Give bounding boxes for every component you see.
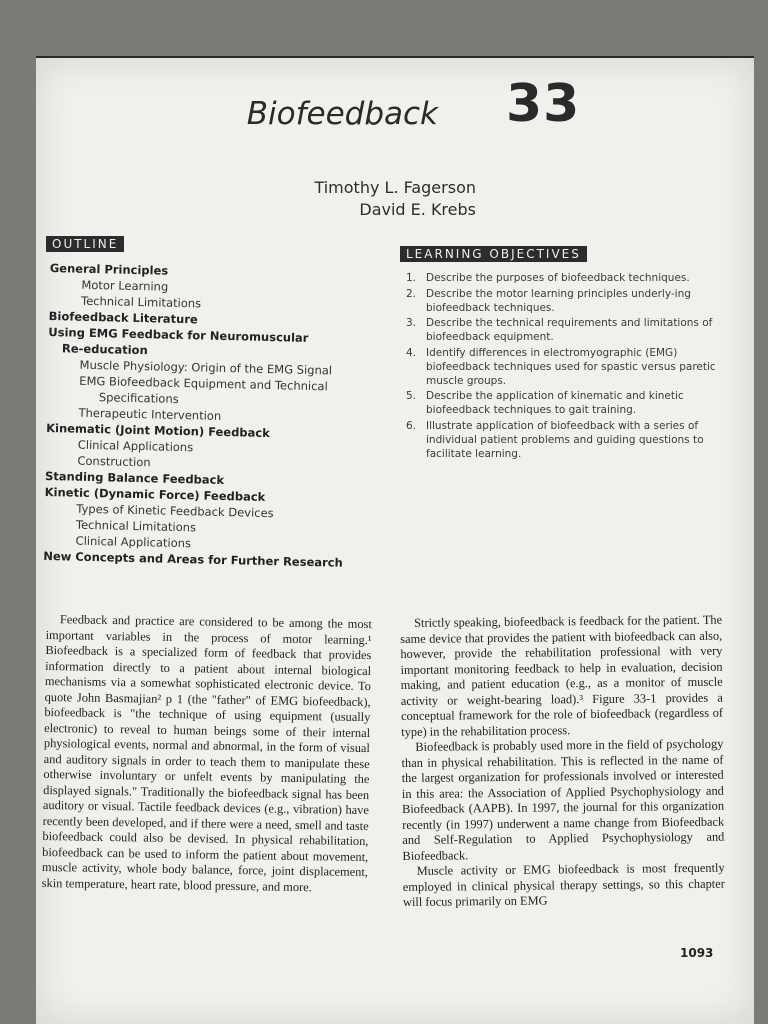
outline-item: Types of Kinetic Feedback Devices xyxy=(76,501,274,521)
learning-objective-item xyxy=(404,390,724,418)
objective-number: 6. xyxy=(406,419,417,432)
body-paragraph: Muscle activity or EMG biofeedback is most frequently employed in clinical physical therapy settings, so this chapter will focus primarily on EMG xyxy=(402,860,725,909)
objective-text: Identify differences in electromyographic (EMG) biofeedback techniques used for spastic versus paretic muscle groups. xyxy=(426,346,716,387)
learning-objectives-list xyxy=(404,272,724,463)
outline-item: Clinical Applications xyxy=(75,533,192,551)
outline-item: Technical Limitations xyxy=(80,293,202,311)
outline-item: Biofeedback Literature xyxy=(48,308,198,327)
author-name: David E. Krebs xyxy=(359,200,476,219)
outline-item: New Concepts and Areas for Further Research xyxy=(43,548,343,570)
chapter-title: Biofeedback xyxy=(246,96,438,132)
outline-list xyxy=(43,260,380,571)
objective-number: 3. xyxy=(406,317,417,330)
objective-text: Describe the application of kinematic and kinetic biofeedback techniques to gait training. xyxy=(426,390,684,417)
chapter-number: 33 xyxy=(506,74,581,134)
body-left-column xyxy=(42,612,372,896)
outline-item: Clinical Applications xyxy=(77,437,194,455)
body-paragraph: Feedback and practice are considered to be among the most important variables in the process of motor learning.¹ Biofeedback is a specialized form of feedback that provides information directly to a patient about internal biological mechanisms via a somewhat sophisticated electronic device. To quote John Basmajian² p 1 (the "father" of EMG biofeedback), biofeedback is "the technique of using equipment (usually electronic) to reveal to human beings some of their internal physiological events, normal and abnormal, in the form of visual and auditory signals in order to teach them to manipulate these otherwise involuntary or unfelt events by manipulating the displayed signals." Traditionally the biofeedback signal has been auditory or visual. Tactile feedback devices (e.g., vibration) have recently been developed, and if there were a need, smell and taste biofeedback could also be devised. In physical rehabilitation, biofeedback can be used to inform the patient about movement, muscle activity, whole body balance, force, joint displacement, skin temperature, heart rate, blood pressure, and more. xyxy=(41,612,372,894)
learning-objective-item xyxy=(404,288,724,316)
outline-item: Using EMG Feedback for Neuromuscular xyxy=(48,324,309,345)
outline-item: Motor Learning xyxy=(81,277,169,294)
objective-text: Describe the motor learning principles underly-ing biofeedback techniques. xyxy=(426,287,691,314)
page-number: 1093 xyxy=(680,946,714,960)
outline-item: Kinetic (Dynamic Force) Feedback xyxy=(44,484,266,504)
learning-objectives-header: LEARNING OBJECTIVES xyxy=(400,246,587,262)
outline-header: OUTLINE xyxy=(46,236,124,252)
learning-objective-item xyxy=(404,317,724,345)
body-right-column xyxy=(400,613,725,911)
outline-item: Construction xyxy=(77,453,151,470)
objective-text: Describe the purposes of biofeedback techniques. xyxy=(426,272,690,284)
objective-text: Describe the technical requirements and limitations of biofeedback equipment. xyxy=(426,317,713,344)
objective-number: 2. xyxy=(406,287,417,300)
body-paragraph: Biofeedback is probably used more in the field of psychology than in physical rehabilitation. This is reflected in the name of the largest organization for professionals involved or interested in this area: the Association of Applied Psychophysiology and Biofeedback (AAPB). In 1997, the journal for this organization recently (in 1997) underwent a name change from Biofeedback and Self-Regulation to Applied Psychophysiology and Biofeedback. xyxy=(401,736,725,863)
learning-objective-item xyxy=(404,347,724,388)
body-paragraph: Strictly speaking, biofeedback is feedback for the patient. The same device that provides the patient with biofeedback can also, however, provide the rehabilitation professional with very important monitoring feedback to help in evaluation, decision making, and patient education (e.g., as a monitor of muscle activity or weight-bearing load).³ Figure 33-1 provides a conceptual framework for the role of biofeedback (regardless of type) in the rehabilitation process. xyxy=(400,612,724,739)
objective-number: 4. xyxy=(406,346,417,359)
outline-item: Re-education xyxy=(61,341,148,358)
learning-objective-item xyxy=(404,272,724,286)
outline-item: Standing Balance Feedback xyxy=(44,468,225,488)
objective-number: 1. xyxy=(406,272,417,284)
outline-item: EMG Biofeedback Equipment and Technical xyxy=(79,373,328,394)
outline-item: Specifications xyxy=(98,390,179,406)
objective-text: Illustrate application of biofeedback with a series of individual patient problems and guiding questions to facilitate learning. xyxy=(426,419,704,460)
learning-objective-item xyxy=(404,420,724,461)
outline-item: Kinematic (Joint Motion) Feedback xyxy=(46,420,271,441)
outline-item: Muscle Physiology: Origin of the EMG Signal xyxy=(79,357,333,378)
outline-item: Therapeutic Intervention xyxy=(78,405,222,423)
outline-item: General Principles xyxy=(49,260,169,278)
outline-item: Technical Limitations xyxy=(75,517,197,535)
author-name: Timothy L. Fagerson xyxy=(314,178,476,197)
objective-number: 5. xyxy=(406,390,417,403)
